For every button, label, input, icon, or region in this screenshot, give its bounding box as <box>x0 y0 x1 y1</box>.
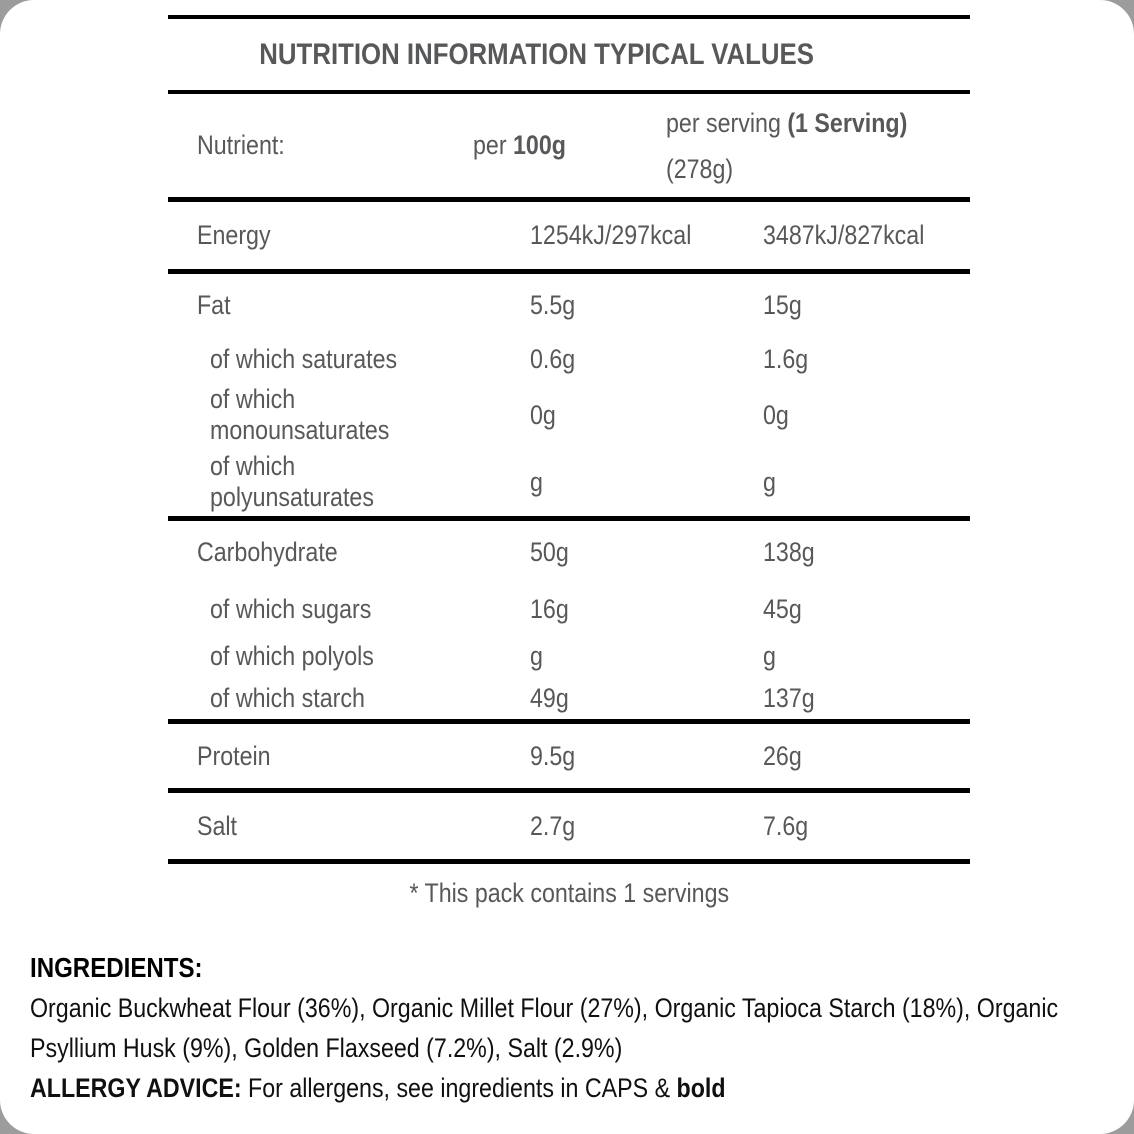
per-100g-value: 0.6g <box>530 343 576 374</box>
nutrient-label: Protein <box>197 740 271 771</box>
per-serving-prefix: per serving <box>666 107 788 138</box>
per-serving-bold: (1 Serving) <box>787 107 908 138</box>
nutrient-label: of which polyols <box>210 640 374 671</box>
per-100g-value: 16g <box>530 593 569 624</box>
allergy-advice-text: For allergens, see ingredients in CAPS & <box>241 1073 677 1103</box>
per-serving-suffix: (278g) <box>666 153 734 184</box>
per-100g-value: g <box>530 466 543 497</box>
servings-footnote <box>168 864 970 909</box>
nutrient-label: Fat <box>197 289 231 320</box>
per-100g-value: g <box>530 640 543 671</box>
per-serving-value: 138g <box>763 536 815 567</box>
header-per-serving-label <box>666 100 970 192</box>
header-per-serving-cell <box>666 100 970 192</box>
row-fat <box>168 274 970 336</box>
nutrient-label: of which polyunsaturates <box>210 451 374 512</box>
ingredients-heading: INGREDIENTS: <box>30 952 203 983</box>
table-title: NUTRITION INFORMATION TYPICAL VALUES <box>259 37 814 71</box>
nutrition-table <box>168 15 970 909</box>
ingredients-text: Organic Buckwheat Flour (36%), Organic Millet Flour (27%), Organic Tapioca Starch (18%), Organic Psyllium Husk (9%), Golden Flaxseed (7.2%), Salt (2.9%) <box>30 993 1059 1063</box>
per-serving-value: 1.6g <box>763 343 809 374</box>
per-100g-value: 50g <box>530 536 569 567</box>
nutrient-label: of which sugars <box>210 593 372 624</box>
per-serving-value: 137g <box>763 682 815 713</box>
row-of-which-saturates <box>168 336 970 382</box>
per-serving-value: 0g <box>763 399 789 430</box>
nutrient-label: of which saturates <box>210 343 398 374</box>
allergy-advice-bold-word: bold <box>676 1073 726 1103</box>
row-of-which-starch <box>168 677 970 724</box>
per-100g-value: 9.5g <box>530 740 576 771</box>
per-serving-value: g <box>763 466 776 497</box>
header-per-100g-cell <box>473 130 666 161</box>
row-protein <box>168 724 970 793</box>
header-nutrient-cell <box>168 130 473 161</box>
table-header-row <box>168 94 970 202</box>
nutrient-label: Carbohydrate <box>197 536 338 567</box>
row-energy <box>168 202 970 274</box>
header-per-100g-label <box>473 130 566 161</box>
per-100g-value: 5.5g <box>530 289 576 320</box>
per-100g-value: 49g <box>530 682 569 713</box>
row-of-which-sugars <box>168 583 970 635</box>
per-serving-value: 45g <box>763 593 802 624</box>
servings-footnote-text: * This pack contains 1 servings <box>409 878 729 908</box>
row-salt <box>168 793 970 864</box>
row-of-which-polyols <box>168 635 970 677</box>
per-100g-value: 1254kJ/297kcal <box>530 220 692 250</box>
per-serving-value: g <box>763 640 776 671</box>
nutrient-label: of which monounsaturates <box>210 384 390 445</box>
nutrient-label: of which starch <box>210 682 365 713</box>
row-carbohydrate <box>168 521 970 583</box>
per-100g-prefix: per <box>473 130 514 160</box>
row-of-which-polyunsaturates <box>168 448 970 521</box>
per-serving-value: 7.6g <box>763 810 809 841</box>
ingredients-list <box>30 988 1104 1068</box>
ingredients-section <box>30 948 1104 1108</box>
per-100g-value: 2.7g <box>530 810 576 841</box>
per-100g-bold: 100g <box>513 130 567 160</box>
nutrient-label: Salt <box>197 810 238 841</box>
nutrient-label: Energy <box>197 220 271 250</box>
per-100g-value: 0g <box>530 399 556 430</box>
header-nutrient-label: Nutrient: <box>197 130 285 160</box>
allergy-advice-label: ALLERGY ADVICE: <box>30 1073 242 1103</box>
per-serving-value: 3487kJ/827kcal <box>763 220 925 250</box>
allergy-advice <box>30 1068 1104 1108</box>
row-of-which-monounsaturates <box>168 382 970 448</box>
per-serving-value: 15g <box>763 289 802 320</box>
table-title-row <box>168 19 970 94</box>
per-serving-value: 26g <box>763 740 802 771</box>
